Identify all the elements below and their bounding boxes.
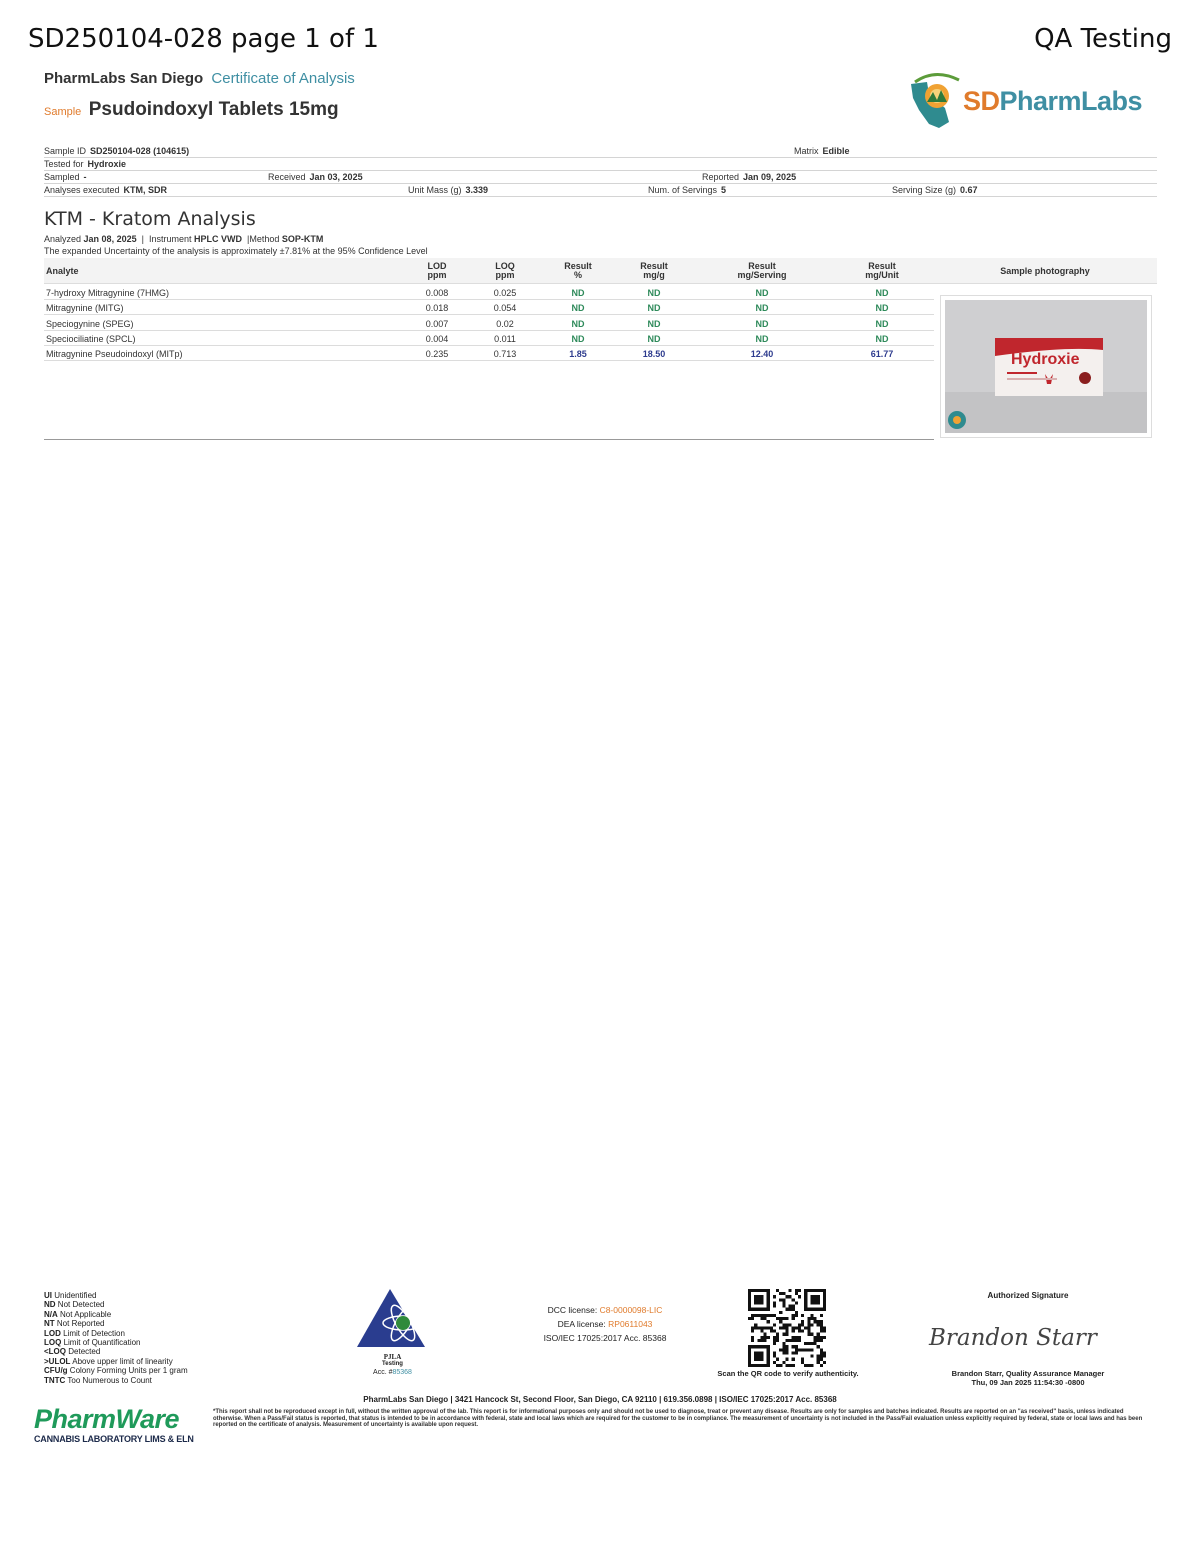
- cell-pct: ND: [571, 288, 585, 298]
- coa-label: Certificate of Analysis: [211, 70, 355, 87]
- signature-heading: Authorized Signature: [987, 1291, 1069, 1300]
- col-result-mgserving: Result mg/Serving: [737, 261, 787, 280]
- analyte-name: Mitragynine Pseudoindoxyl (MITp): [46, 349, 183, 360]
- lab-header: [44, 70, 355, 87]
- legend-item: >ULOL Above upper limit of linearity: [44, 1356, 173, 1366]
- legend-item: <LOQ Detected: [44, 1347, 101, 1357]
- legend-item: CFU/g Colony Forming Units per 1 gram: [44, 1366, 188, 1376]
- cell-lod: 0.007: [425, 318, 449, 329]
- table-row: [44, 346, 934, 361]
- pjla-triangle-icon: [355, 1287, 430, 1349]
- cell-mgg: ND: [647, 318, 661, 329]
- results-table-header: [44, 258, 1157, 284]
- pharmware-tagline: CANNABIS LABORATORY LIMS & ELN: [34, 1434, 194, 1444]
- cell-mgg: ND: [647, 288, 661, 298]
- info-row-dates: Sampled - Received Jan 03, 2025 Reported Jan 09, 2025: [44, 171, 1157, 184]
- svg-text:Hydroxie: Hydroxie: [1011, 351, 1080, 368]
- cell-pct: ND: [571, 333, 585, 344]
- pjla-badge: [355, 1287, 430, 1375]
- cell-mgs: ND: [755, 288, 769, 298]
- cell-mgs: 12.40: [750, 349, 774, 360]
- col-loq: LOQ ppm: [495, 261, 515, 280]
- cell-mgs: ND: [755, 303, 769, 314]
- cell-lod: 0.008: [425, 288, 449, 298]
- col-result-mgunit: Result mg/Unit: [865, 261, 899, 280]
- cell-mgs: ND: [755, 333, 769, 344]
- col-analyte: Analyte: [46, 266, 79, 276]
- product-box-image: [945, 300, 1147, 433]
- analyte-name: Speciogynine (SPEG): [46, 318, 134, 329]
- cell-mgu: ND: [875, 303, 889, 314]
- table-row: [44, 300, 934, 315]
- cell-loq: 0.713: [493, 349, 517, 360]
- legend-item: N/A Not Applicable: [44, 1309, 112, 1319]
- col-result-mgg: Result mg/g: [640, 261, 668, 280]
- sdpharmlabs-logo: [905, 70, 1160, 132]
- legend-item: ND Not Detected: [44, 1300, 105, 1310]
- legend-item: TNTC Too Numerous to Count: [44, 1375, 152, 1385]
- cell-lod: 0.004: [425, 333, 449, 344]
- qr-code[interactable]: [748, 1289, 826, 1367]
- cell-pct: ND: [571, 303, 585, 314]
- col-sample-photography: Sample photography: [1000, 266, 1090, 276]
- analysis-title: KTM - Kratom Analysis: [44, 208, 256, 230]
- cell-mgu: ND: [875, 333, 889, 344]
- legend-item: UI Unidentified: [44, 1291, 97, 1300]
- cell-loq: 0.025: [493, 288, 517, 298]
- cell-lod: 0.018: [425, 303, 449, 314]
- dea-license: DEA license: RP0611043: [557, 1319, 653, 1329]
- legend-item: NT Not Reported: [44, 1319, 105, 1329]
- pharmware-wordmark: PharmWare: [34, 1404, 180, 1434]
- cell-lod: 0.235: [425, 349, 449, 360]
- signature-image: [925, 1315, 1135, 1355]
- analysis-meta: Analyzed Jan 08, 2025 | Instrument HPLC VWD |Method SOP-KTM: [44, 234, 324, 244]
- cell-mgg: ND: [647, 303, 661, 314]
- footer-address: PharmLabs San Diego | 3421 Hancock St, Second Floor, San Diego, CA 92110 | 619.356.0898 | ISO/IEC 17025:2017 Acc. 85368: [363, 1395, 837, 1404]
- pjla-name: PJLA: [383, 1353, 402, 1361]
- info-row-sample-id: Sample ID SD250104-028 (104615) Matrix Edible: [44, 145, 1157, 158]
- cell-mgg: 18.50: [642, 349, 666, 360]
- sample-header: [44, 99, 339, 121]
- analyte-name: Mitragynine (MITG): [46, 303, 124, 314]
- iso-accreditation: ISO/IEC 17025:2017 Acc. 85368: [543, 1333, 667, 1343]
- abbreviation-legend: [44, 1291, 188, 1385]
- legend-item: LOQ Limit of Quantification: [44, 1338, 141, 1348]
- pharmware-logo: [34, 1404, 194, 1454]
- analyte-name: 7-hydroxy Mitragynine (7HMG): [46, 288, 170, 298]
- cell-pct: ND: [571, 318, 585, 329]
- analyte-name: Speciociliatine (SPCL): [46, 333, 136, 344]
- footer-disclaimer: *This report shall not be reproduced except in full, without the written approval of the lab. This report is for informational purposes only and should not be used to diagnose, treat or prevent any disease. Results are only for samples and batches indicated. Results are reported on an "as received" basis, unless indicated otherwise. When a Pass/Fail status is reported, that status is intended to be in accordance with federal, state and local laws which are required for the customer to be in compliance. The measurement of uncertainty is not included in the Pass/Fail evaluation unless explicitly required by federal, state or local laws and has been reported on the certificate of analysis. Measurement of uncertainty is available upon request.: [213, 1409, 1143, 1428]
- svg-text:Brandon Starr: Brandon Starr: [929, 1325, 1097, 1351]
- col-result-pct: Result %: [564, 261, 592, 280]
- cell-loq: 0.02: [496, 318, 514, 329]
- lab-name: PharmLabs San Diego: [44, 70, 204, 87]
- qa-testing-title: QA Testing: [1034, 24, 1172, 54]
- cell-mgu: 61.77: [870, 349, 894, 360]
- logo-wordmark: SDPharmLabs: [963, 86, 1143, 116]
- handwritten-signature: [925, 1315, 1135, 1355]
- sample-photo: [945, 300, 1147, 433]
- table-row: [44, 316, 934, 331]
- pjla-acc: Acc. #85368: [373, 1369, 412, 1376]
- cell-mgs: ND: [755, 318, 769, 329]
- uncertainty-note: The expanded Uncertainty of the analysis is approximately ±7.81% at the 95% Confidence Level: [44, 246, 428, 256]
- page-title: SD250104-028 page 1 of 1: [28, 24, 379, 54]
- cell-mgg: ND: [647, 333, 661, 344]
- dcc-license: DCC license: C8-0000098-LIC: [547, 1305, 663, 1315]
- cell-loq: 0.054: [493, 303, 517, 314]
- cell-mgu: ND: [875, 318, 889, 329]
- cell-loq: 0.011: [494, 333, 516, 344]
- sample-photo-frame: [940, 295, 1152, 438]
- license-block: [520, 1303, 690, 1345]
- cell-mgu: ND: [875, 288, 889, 298]
- sample-label: Sample: [44, 106, 82, 118]
- qr-caption: Scan the QR code to verify authenticity.: [717, 1369, 859, 1378]
- sample-name: Psudoindoxyl Tablets 15mg: [88, 99, 339, 120]
- info-row-tested-for: Tested for Hydroxie: [44, 158, 1157, 171]
- col-lod: LOD ppm: [427, 261, 447, 280]
- signer-details: Brandon Starr, Quality Assurance Manager Thu, 09 Jan 2025 11:54:30 -0800: [951, 1369, 1105, 1387]
- info-row-analyses: Analyses executed KTM, SDR Unit Mass (g) 3.339 Num. of Servings 5 Serving Size (g) 0.67: [44, 184, 1157, 197]
- pjla-sub: Testing: [382, 1361, 403, 1367]
- table-row: [44, 285, 934, 300]
- legend-item: LOD Limit of Detection: [44, 1328, 125, 1338]
- cell-pct: 1.85: [569, 349, 587, 360]
- table-row: [44, 331, 934, 346]
- table-bottom-rule: [44, 439, 934, 440]
- qr-code-icon: [748, 1289, 826, 1367]
